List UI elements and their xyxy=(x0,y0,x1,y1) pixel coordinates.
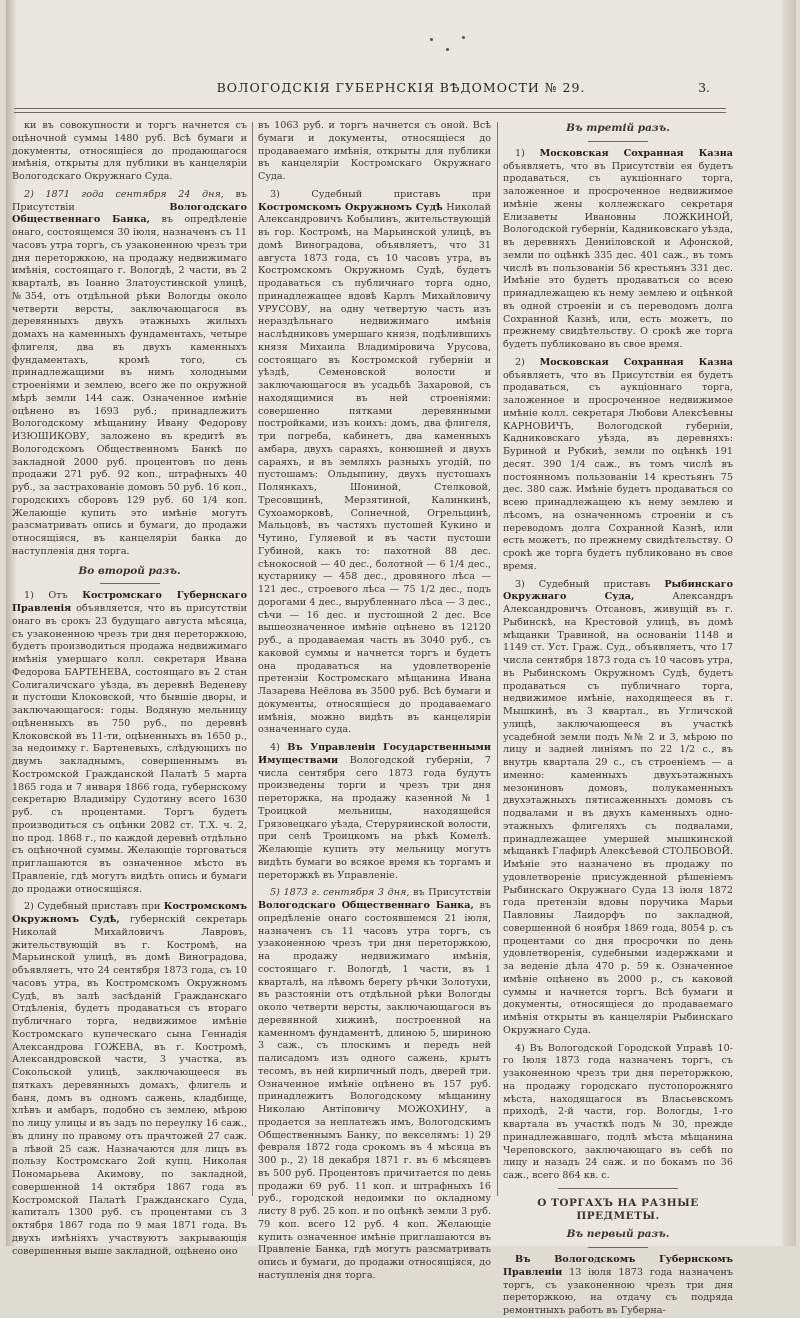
section-heading: Въ первый разъ. xyxy=(566,1228,670,1241)
page-number: 3. xyxy=(698,80,710,95)
notice-paragraph: ки въ совокупности и торгъ начнется съ оцѣночной суммы 1480 руб. Всѣ бумаги и документы, относящіеся до продающагося имѣнія, открыты для публики въ канцеляріи Вологодскаго Окружнаго Суда. xyxy=(12,120,247,182)
notice-text: Николай Александровичъ Кобылинъ, жительствующій въ гор. Костромѣ, на Марьинской улицѣ, въ домѣ Виноградова, объявляетъ, что 31 августа 1873 года, съ 10 часовъ утра, въ Костромскомъ Окружномъ Судѣ, будетъ продаваться съ публичнаго торга одно, принадлежащее вдовѣ Карлъ Михайловичу УРУСОВУ, на одну четвертую часть изъ нераздѣльнаго недвижимаго имѣнія наслѣдниковъ умершаго князя, подѣлившихъ князя Михаила Владиміровича Урусова, состоящаго въ Костромской губерніи и уѣздѣ, Семеновской волости и заключающагося въ усадьбѣ Захаровой, съ находящимися въ ней строеніями: совершенно пятками деревянными постройками, изъ коихъ: домъ, два флигеля, три погреба, кабинетъ, два каменныхъ амбара, двухъ сараяхъ, конюшней и двухъ сараяхъ, и въ земляхъ разныхъ угодій, по пустошамъ: Ольдыпину, двухъ пустошахъ Полянкахъ, Шониной, Стелковой, Тресовщинѣ, Мерзятиной, Калинкинѣ, Сухоаморковѣ, Солнечной, Огрельцинѣ, Мальцовѣ, въ частяхъ пустошей Кукино и Чутино, Гуляевой и въ части пустоши Губиной, какъ то: пахотной 88 дес. сѣнокосной — 40 дес., болотной — 6 1/4 дес., кустарнику — 458 дес., дровяного лѣса — 121 дес., строевого лѣса — 75 1/2 дес., подъ дорогами 4 дес., вырубленнаго лѣса — 3 дес., сѣчи — 16 дес. и пустошной 2 дес. Все вышеозначенное имѣніе оцѣнено въ 12120 руб., а продаваемая часть въ 3040 руб., съ каковой суммы и начнется торгъ и будетъ она продаваться на удовлетвореніе претензіи Костромскаго мѣщанина Ивана Лазарева Неёлова въ 3500 руб. Всѣ бумаги и документы, относящіеся до продаваемаго имѣнія, можно видѣть въ канцеляріи означеннаго суда. xyxy=(258,201,491,736)
ink-speck xyxy=(430,38,433,41)
notice-organization: Костромскомъ Окружномъ Судѣ xyxy=(258,201,443,213)
notice-date: 5) 1873 г. сентября 3 дня, xyxy=(270,887,410,899)
page-header xyxy=(6,78,796,100)
notice-number: 3) Судебный приставъ при xyxy=(270,188,491,200)
notice-number: 2) Судебный приставъ при xyxy=(24,901,161,913)
notice-organization: Вологодскаго Общественнаго Банка, xyxy=(12,201,247,226)
notice-number: 1) Отъ xyxy=(24,590,68,602)
notice-number: 2) xyxy=(515,356,525,368)
notice-paragraph xyxy=(503,357,733,574)
notice-number: 4) xyxy=(270,742,280,753)
notice-organization: Московская Сохранная Казна xyxy=(539,356,733,368)
notice-paragraph xyxy=(12,590,247,896)
column-2 xyxy=(258,120,491,1281)
notice-date: 2) 1871 года сентября 24 дня, xyxy=(24,188,224,200)
page-right-shadow xyxy=(782,0,796,1246)
notice-organization: Рыбинскаго Окружнаго Суда, xyxy=(503,578,733,603)
notice-paragraph xyxy=(503,148,733,352)
notice-paragraph xyxy=(503,579,733,1038)
notice-text: губернскій секретарь Николай Михайловичъ Лавровъ, жительствующій въ г. Костромѣ, на Марьинской улицѣ, въ домѣ Виноградова, объявляетъ, что 24 сентября 1873 года, съ 10 часовъ утра, въ Костромскомъ Окружномъ Судѣ, въ залѣ засѣданій Гражданскаго Отдѣленія, будетъ продаваться съ втораго публичнаго торга, недвижимое имѣніе Костромскаго купеческаго сына Геннадія Александрова ГОЖЕВА, въ г. Костромѣ, Александровской части, 3 участка, въ Сокольской улицѣ, заключающееся въ пяткахъ деревянныхъ домахъ, флигель и баня, домъ въ одномъ сажень, кладбище, хлѣвъ и амбаръ, подобно съ землею, мѣрою по лицу улицы и въ задъ по переулку 16 саж., въ длину по правому отъ прачтожей 27 саж. а лѣвой 25 саж. Назначаются для лицъ въ пользу Костромскаго 2ой купц. Николая Пономарьева Акимову, по закладной, совершенной 14 октября 1867 года въ Костромской Палатѣ Гражданскаго Суда, капиталъ 1300 руб. съ процентами съ 3 октября 1867 года по 9 мая 1871 года. Въ двухъ имѣніяхъ участвуютъ закрывающія совершенныя выше закладной, оцѣнено онo xyxy=(12,914,247,1257)
notice-organization: Костромскаго Губернскаго Правленія xyxy=(12,590,247,614)
notice-text: объявляется, что въ присутствіи онаго въ срокъ 23 будущаго августа мѣсяца, съ узаконенною чрезъ три дня переторжкою, будетъ производиться продажа недвижимаго имѣнія умершаго колл. секретаря Ивана Федорова БАРТЕНЕВА, состоящаго въ 2 стан Солигаличскаго уѣзда, въ деревнѣ Веденеву и пустоши Клоковской, что бывшіе дворы, и заключающагося: годы. Водяную мельницу оцѣненныхъ въ 750 руб., по деревнѣ Клоковской въ 11-ти, оцѣненныхъ въ 1650 р., за недоимку г. Бартеневыхъ, слѣдующихъ по двумъ закладнымъ, совершеннымъ въ Костромской Гражданской Палатѣ 5 марта 1865 года и 7 января 1866 года, губернскому секретарю Владиміру Судотину всего 1630 руб. съ процентами. Торгъ будетъ производиться съ оцѣнки 2082 ст. Т.Х. ч. 2, по прод. 1868 г., по каждой деревнѣ отдѣльно съ оцѣночной суммы. Желающіе торговаться приглашаются въ означенное мѣсто въ Правленіе, гдѣ могутъ видѣть опись и бумаги до продажи относящіяся. xyxy=(12,603,247,895)
notice-text: объявляетъ, что въ Присутствіи ея будетъ продаваться, съ аукціоннаго торга, заложенное и просроченное недвижимое имѣніе жены коллежскаго секретаря Елизаветы Ивановны ЛОЖКИНОЙ, Вологодской губерніи, Кадниковскаго уѣзда, въ деревняхъ Дениіловской и Афонской, земли по оцѣнкѣ 335 дес. 401 саж., въ томъ числѣ въ пользованіи 56 крестьянъ 331 дес. Имѣніе это будетъ продаваться со всею принадлежащею къ нему землею и оцѣнкой въ одной строеніи и съ переводомъ долга Сохранной Казнѣ, или, есть можетъ, по прежнему свидѣтельству. О срокѣ же торга будетъ публиковано въ свое время. xyxy=(503,160,733,350)
notice-paragraph xyxy=(258,742,491,882)
notice-organization: Въ Управленіи Государственными Имуществами xyxy=(258,742,491,766)
column-3 xyxy=(503,120,733,1316)
notice-paragraph xyxy=(258,189,491,737)
section-rule xyxy=(558,1188,678,1189)
newspaper-page xyxy=(6,0,796,1316)
notice-paragraph: въ 1063 руб. и торгъ начнется съ оной. Всѣ бумаги и документы, относящіеся до продаваемаго имѣнія, открыты для публики въ канцеляріи Костромскаго Окружнаго Суда. xyxy=(258,120,491,182)
header-rule xyxy=(14,108,726,109)
notice-text: объявляетъ, что въ Присутствіи ея будетъ продаваться, съ аукціоннаго торга, заложенное и просроченное недвижимое имѣніе колл. секретаря Любови Алексѣевны КАРНОВИЧЪ, Вологодской губерніи, Кадниковскаго уѣзда, въ деревняхъ: Буриной и Рубкиѣ, земли по оцѣнкѣ 191 десят. 390 1/4 саж., въ томъ числѣ въ постоянномъ пользованіи 14 крестьянъ 75 дес. 380 саж. Имѣніе будетъ продаваться со всею принадлежащею къ нему землею и лѣсомъ, на означенномъ строеніи и съ переводомъ долга Сохранной Казнѣ, или есть можетъ, по прежнему свидѣтельству. О срокѣ же торга будетъ публиковано въ свое время. xyxy=(503,369,733,572)
newspaper-title: ВОЛОГОДСКІЯ ГУБЕРНСКІЯ ВѢДОМОСТИ № 29. xyxy=(216,80,586,95)
notice-organization: Московская Сохранная Казна xyxy=(539,147,733,159)
notice-number: 1) xyxy=(515,147,525,159)
notice-paragraph xyxy=(12,901,247,1258)
section-heading: Въ третій разъ. xyxy=(566,122,670,134)
notice-number: 3) Судебный приставъ xyxy=(515,578,651,590)
section-rule xyxy=(588,1247,648,1248)
section-title: О ТОРГАХЪ НА РАЗНЫЕ ПРЕДМЕТЫ. xyxy=(537,1196,699,1222)
notice-text: 13 іюля 1873 года назначенъ торгъ, съ узаконенною чрезъ три дня переторжкою, на отдачу съ подряда ремонтныхъ работъ въ Губерна- xyxy=(503,1266,733,1316)
ink-speck xyxy=(462,36,465,39)
notice-paragraph: 4) Въ Вологодской Городской Управѣ 10-го Іюля 1873 года назначенъ торгъ, съ узаконенною чрезъ три дня переторжкою, на продажу городскаго пустопорожняго мѣста, находящагося въ Власьевскомъ приходѣ, 2-й части, гор. Вологды, 1-го квартала въ участкѣ подъ № 30, прежде принадлежавшаго, подлѣ мѣста мѣщанина Череповского, заключающаго въ себѣ по лицу и назадъ 24 саж. и по бокамъ по 36 саж., всего 864 кв. с. xyxy=(503,1042,733,1181)
column-divider-2 xyxy=(497,122,498,1196)
notice-intro: въ Присутствіи xyxy=(12,188,247,213)
section-rule xyxy=(100,583,160,584)
notice-text: въ опредѣленіе онаго состоявшемся 21 іюля, назначенъ съ 11 часовъ утра торгъ, съ узаконенною чрезъ три дня переторжкою, на продажу недвижимаго имѣнія, состоящаго г. Вологдѣ, 1 части, въ 1 кварталѣ, на лѣвомъ берегу рѣчки Золотухи, въ разстояніи отъ отдѣльной рѣки Вологды около четверти версты, заключающагося въ деревянной хижинѣ, построенной на каменномъ фундаментѣ, длиною 5, шириною 3 саж., съ плоскимъ и передъ ней палисадомъ изъ одного сажень, крытъ тесомъ, въ ней кирпичный подъ, дверей три. Означенное имѣніе оцѣнено въ 157 руб. принадлежитъ Вологодскому мѣщанину Николаю Антіповичу МОЖОХИНУ, а продается за неплатежъ имъ, Вологодскимъ Общественнымъ Банку, по векселямъ: 1) 29 февраля 1872 года срокомъ въ 4 мѣсяца въ 300 р., 2) 18 декабря 1871 г. въ 6 мѣсяцевъ въ 500 руб. Процентовъ причитается по день продажи 69 руб. 11 коп. и штрафныхъ 16 руб., городской недоимки по окладному листу 8 руб. 25 коп. и по оцѣнкѣ земли 3 руб. 79 коп. всего 12 руб. 4 коп. Желающіе купить означенное имѣніе приглашаются въ Правленіе Банка, гдѣ могутъ разсматривать опись и бумаги, до продажи относящіяся, до наступленія дня торга. xyxy=(258,900,491,1281)
section-heading: Во второй разъ. xyxy=(78,564,181,577)
column-divider-1 xyxy=(252,122,253,1196)
notice-paragraph xyxy=(258,887,491,1282)
header-rule-double xyxy=(14,112,726,113)
notice-text: Александръ Александровичъ Отсановъ, живущій въ г. Рыбинскѣ, на Крестовой улицѣ, въ домѣ мѣщанки Травиной, на основаніи 1148 и 1149 ст. Уст. Граж. Суд., объявляетъ, что 17 числа сентября 1873 года съ 10 часовъ утра, въ Рыбинскомъ Окружномъ Судѣ, будетъ продаваться съ публичнаго торга, недвижимое имѣніе, находящееся въ г. Мышкинѣ, въ 3 квартал., въ Угличской улицѣ, заключающееся въ участкѣ усадебной земли подъ №№ 2 и 3, мѣрою по лицу и задней линіямъ по 22 1/2 с., въ внутрь квартала 29 с., съ строеніемъ — а именно: каменныхъ двухъэтажныхъ мезониновъ домовъ, полукаменныхъ двухэтажныхъ пятисаженныхъ домовъ съ подвалами и въ двухъ каменныхъ одно-этажныхъ флигеляхъ съ подвалами, принадлежащее умершей мышкинской мѣщанкѣ Глафирѣ Алексѣевой СТОЛБОВОЙ. Имѣніе это назначено въ продажу по удовлетвореніе присужденной рѣшеніемъ Рыбинскаго Окружнаго Суда 13 іюля 1872 года претензіи вдовы поручика Марьи Павловны Лаидорфъ по закладной, совершенной 6 ноября 1869 года, 8054 р. съ процентами со дня просрочки по день удовлетворенія, судебными издержками и за веденіе дѣла 470 р. 59 к. Означенное имѣніе оцѣнено въ 2000 р., съ каковой суммы и начнется торгъ. Всѣ бумаги и документы, относящіеся до продаваемаго имѣнія открыты въ канцеляріи Рыбинскаго Окружнаго Суда. xyxy=(503,591,733,1036)
notice-text: Вологодской губерніи, 7 числа сентября сего 1873 года будутъ произведены торги и чрезъ три дня переторжка, на продажу казенной № 1 Троицкой мельницы, находящейся Грязовецкаго уѣзда, Стеруряинской волости, при селѣ Троицкомъ на рѣкѣ Комелѣ. Желающіе купить эту мельницу могутъ видѣть бумаги во всякое время къ торгамъ и переторжкѣ въ Управленіе. xyxy=(258,754,491,881)
ink-speck xyxy=(446,48,449,51)
notice-organization: Въ Вологодскомъ Губернскомъ Правленіи xyxy=(503,1254,733,1278)
notice-paragraph xyxy=(503,1254,733,1318)
notice-paragraph xyxy=(12,189,247,559)
notice-text: въ опредѣленіе онаго, состоящемся 30 іюля, назначенъ съ 11 часовъ утра торгъ, съ узаконенною чрезъ три дня переторжкою, на продажу недвижимаго имѣнія, состоящаго г. Вологдѣ, 2 части, въ 2 кварталѣ, въ Іоанно Златоустинской улицѣ, №354, отъ отдѣльной рѣки Вологды около четверти версты, заключающагося въ деревянныхъ двухъ этажныхъ жилыхъ домахъ на каменныхъ фундаментахъ, четыре флигеля, два въ двухъ каменныхъ фундаментахъ, кромѣ того, съ принадлежащими въ нимъ холодными строеніями и землею, всего же по окружной мѣрѣ земли 144 саж. Означенное имѣніе оцѣнено въ 1693 руб.; принадлежитъ Вологодскому мѣщанину Ивану Федорову ИЗЮШИКОВУ, заложено въ кредитѣ въ Вологодскомъ Общественномъ Банкѣ по закладной 2000 руб. процентовъ по день продажи 271 руб. 92 коп., штрафныхъ 40 руб., за застрахованіе домовъ 50 руб. 16 коп., городскихъ сборовъ 129 руб. 60 1/4 коп. Желающіе купить это имѣніе могутъ разсматривать опись и бумаги, до продажи относящіяся, въ канцеляріи банка до наступленія дня торга. xyxy=(12,214,247,557)
section-rule xyxy=(588,141,648,142)
notice-organization: Костромскомъ Окружномъ Судѣ, xyxy=(12,901,247,925)
notice-intro: въ Присутствіи xyxy=(413,887,491,899)
column-1 xyxy=(12,120,247,1257)
notice-organization: Вологодскаго Общественнаго Банка, xyxy=(258,900,474,911)
